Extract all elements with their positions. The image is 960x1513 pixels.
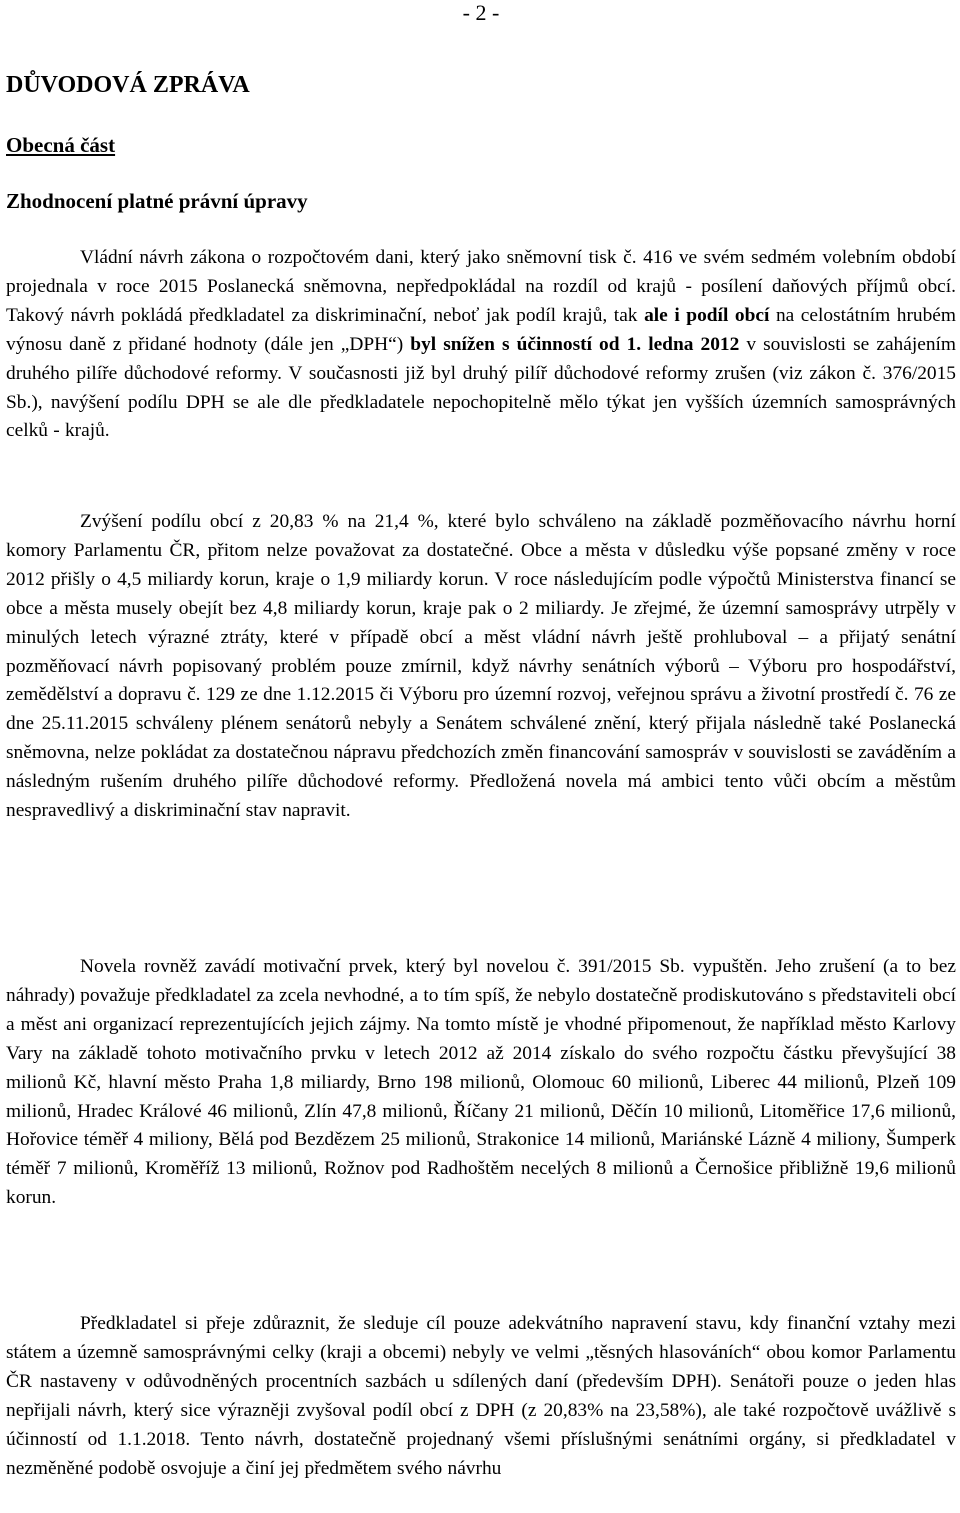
paragraph1-text-1: Vládní návrh zákona o rozpočtovém dani, který jako sněmovní tisk č. 416 ve svém sedmém volebním období projednala v roce 2015 Poslanecká sněmovna, nepředpokládal na rozdíl od krajů - posílení daňových příjmů obcí. Takový návrh pokládá předkladatel za diskriminační, neboť jak podíl krajů, tak [6, 247, 956, 326]
section-heading: Zhodnocení platné právní úpravy [6, 189, 308, 213]
paragraph-municipal-share: Zvýšení podílu obcí z 20,83 % na 21,4 %, které bylo schváleno na základě pozměňovacího návrhu horní komory Parlamentu ČR, přitom nelze považovat za dostatečné. Obce a města v důsledku výše popsané změny v roce 2012 přišly o 4,5 miliardy korun, kraje o 1,9 miliardy korun. V roce následujícím podle výpočtů Ministerstva financí se obce a města musely obejít bez 4,8 miliardy korun, kraje pak o 2 miliardy. Je zřejmé, že územní samosprávy utrpěly v minulých letech výrazné ztráty, které v případě obcí a měst vládní návrh ještě prohluboval – a přijatý senátní pozměňovací návrh popisovaný problém pouze zmírnil, když návrhy senátních výborů – Výboru pro hospodářství, zemědělství a dopravu č. 129 ze dne 1.12.2015 či Výboru pro územní rozvoj, veřejnou správu a životní prostředí č. 76 ze dne 25.11.2015 schváleny plénem senátorů nebyly a Senátem schválené znění, který přijala následně také Poslanecká sněmovna, nelze pokládat za dostatečnou nápravu předchozích změn financování samospráv v souvislosti se zaváděním a následným rušením druhého pilíře důchodové reformy. Předložená novela má ambici tento vůči obcím a městům nespravedlivý a diskriminační stav napravit. [6, 511, 956, 822]
paragraph1-text-2: na celostátním hrubém výnosu daně z přidané hodnoty (dále jen „DPH“) [6, 304, 956, 355]
document-title: DŮVODOVÁ ZPRÁVA [6, 72, 250, 98]
paragraph-motivation-element: Novela rovněž zavádí motivační prvek, který byl novelou č. 391/2015 Sb. vypuštěn. Jeho zrušení (a to bez náhrady) považuje předkladatel za zcela nevhodné, a to tím spíš, že nebylo dostatečně prodiskutováno s představiteli obcí a měst ani organizací reprezentujících jejich zájmy. Na tomto místě je vhodné připomenout, že například město Karlovy Vary na základě tohoto motivačního prvku v letech 2012 až 2014 získalo do svého rozpočtu částku převyšující 38 milionů Kč, hlavní město Praha 1,8 miliardy, Brno 198 milionů, Olomouc 60 milionů, Liberec 44 milionů, Plzeň 109 milionů, Hradec Králové 46 milionů, Zlín 47,8 milionů, Říčany 21 milionů, Děčín 10 milionů, Litoměřice 17,6 milionů, Hořovice téměř 4 miliony, Bělá pod Bezdězem 25 milionů, Strakonice 14 milionů, Mariánské Lázně 4 miliony, Šumperk téměř 7 milionů, Kroměříž 13 milionů, Rožnov pod Radhoštěm necelých 8 milionů a Černošice přibližně 19,6 milionů korun. [6, 956, 956, 1209]
paragraph-proposer-statement: Předkladatel si přeje zdůraznit, že sleduje cíl pouze adekvátního napravení stavu, kdy finanční vztahy mezi státem a územně samosprávnými celky (kraji a obcemi) nebyly ve velmi „těsných hlasováních“ obou komor Parlamentu ČR nastaveny v odůvodněných procentních sazbách u sdílených daní (především DPH). Senátoři pouze o jeden hlas nepřijali návrh, který sice výrazněji zvyšoval podíl obcí z DPH (z 20,83% na 23,58%), ale také rozpočtově uvážlivě s účinností od 1.1.2018. Tento návrh, dostatečně projednaný všemi příslušnými senátními orgány, si předkladatel v nezměněné podobě osvojuje a činí jej předmětem svého návrhu [6, 1313, 956, 1479]
page-number: - 2 - [462, 0, 500, 25]
paragraph1-bold-1: ale i podíl obcí [644, 304, 770, 326]
part-subtitle: Obecná část [6, 133, 116, 157]
paragraph1-text-3: v souvislosti se zahájením druhého pilíře důchodové reformy. V současnosti již byl druhý pilíř důchodové reformy zrušen (viz zákon č. 376/2015 Sb.), navýšení podílu DPH se ale dle předkladatele nepochopitelně mělo týkat jen vyšších územních samosprávných celků - krajů. [6, 333, 957, 442]
paragraph1-bold-2: byl snížen s účinností od 1. ledna 2012 [410, 333, 740, 355]
paragraph-current-legislation [6, 244, 956, 446]
